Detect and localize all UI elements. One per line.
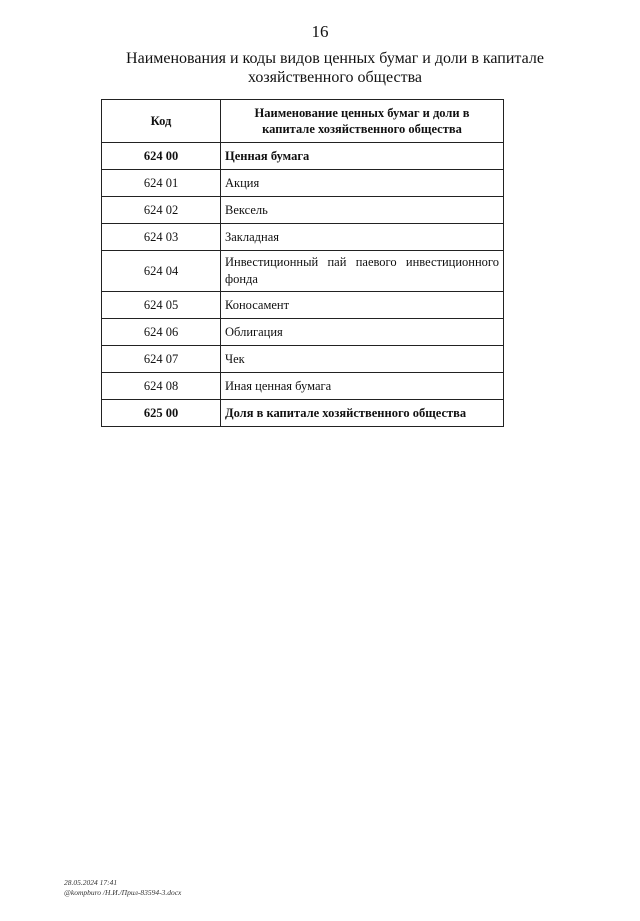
document-title <box>120 49 550 87</box>
row-name: Чек <box>221 346 504 373</box>
table-row <box>102 143 504 170</box>
row-name: Коносамент <box>221 292 504 319</box>
row-code: 625 00 <box>102 400 221 427</box>
document-title-line-2: хозяйственного общества <box>247 69 423 86</box>
row-code: 624 03 <box>102 224 221 251</box>
row-name: Инвестиционный пай паевого инвестиционного фонда <box>221 251 504 292</box>
row-code: 624 05 <box>102 292 221 319</box>
row-code: 624 04 <box>102 251 221 292</box>
row-code: 624 01 <box>102 170 221 197</box>
row-name: Ценная бумага <box>221 143 504 170</box>
securities-codes-table <box>101 99 504 427</box>
table-row <box>102 373 504 400</box>
document-title-line-1: Наименования и коды видов ценных бумаг и доли в капитале <box>126 50 544 67</box>
page-number: 16 <box>311 22 329 41</box>
row-name: Облигация <box>221 319 504 346</box>
footer-timestamp: 28.05.2024 17:41 <box>64 878 118 887</box>
document-footer <box>64 878 181 898</box>
table-row <box>102 319 504 346</box>
footer-file-path: @kompburo /Н.И./Прил-83594-3.docx <box>64 888 182 897</box>
table-row <box>102 170 504 197</box>
row-code: 624 06 <box>102 319 221 346</box>
row-name: Иная ценная бумага <box>221 373 504 400</box>
row-code: 624 07 <box>102 346 221 373</box>
row-name: Закладная <box>221 224 504 251</box>
row-code: 624 00 <box>102 143 221 170</box>
table-row <box>102 292 504 319</box>
row-name: Доля в капитале хозяйственного общества <box>221 400 504 427</box>
table-row <box>102 224 504 251</box>
row-code: 624 02 <box>102 197 221 224</box>
table-row <box>102 346 504 373</box>
table-row <box>102 400 504 427</box>
header-name: Наименование ценных бумаг и доли в капитале хозяйственного общества <box>221 100 504 143</box>
row-code: 624 08 <box>102 373 221 400</box>
table-row <box>102 197 504 224</box>
row-name: Акция <box>221 170 504 197</box>
table-header-row <box>102 100 504 143</box>
row-name: Вексель <box>221 197 504 224</box>
table-row <box>102 251 504 292</box>
header-code: Код <box>102 100 221 143</box>
